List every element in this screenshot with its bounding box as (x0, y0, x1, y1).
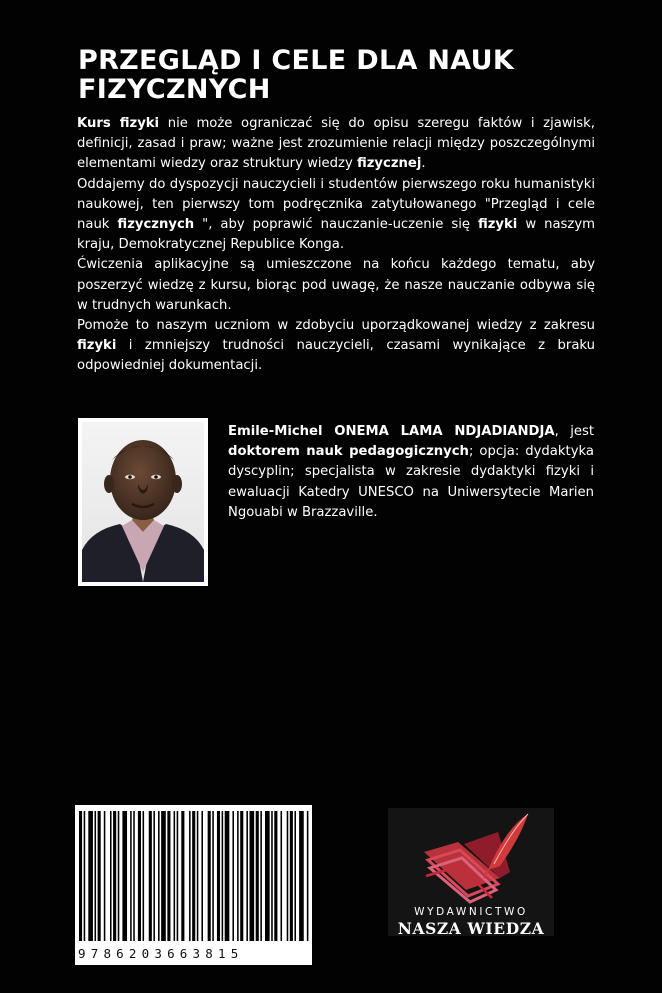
barcode-bar (174, 811, 176, 941)
barcode-bar (110, 811, 112, 941)
barcode-bar (281, 811, 283, 941)
publisher-logo (388, 808, 554, 936)
barcode-bar (95, 811, 97, 941)
author-bio-text: Emile-Michel ONEMA LAMA NDJADIANDJA, jest doktorem nauk pedagogicznych; opcja: dydaktyka dyscyplin; specjalista w zakresie dydaktyki fizyki i ewaluacji Katedry UNESCO na Uniwersytecie Marien Ngouabi w Brazzaville. (228, 424, 595, 520)
barcode-bar (225, 811, 230, 941)
barcode-bar (161, 811, 166, 941)
book-title: PRZEGLĄD I CELE DLA NAUK FIZYCZNYCH (78, 45, 515, 105)
barcode-bar (181, 811, 184, 941)
isbn-barcode (75, 805, 312, 965)
barcode-bar (271, 811, 273, 941)
isbn-number: 9786203663815 (78, 946, 244, 961)
barcode-bar (118, 811, 120, 941)
barcode-bar (287, 811, 289, 941)
barcode-bar (79, 811, 82, 941)
barcode-bar (122, 811, 127, 941)
paragraph: Pomoże to naszym uczniom w zdobyciu uporządkowanej wiedzy z zakresu fizyki i zmniejszy trudności nauczycieli, czasami wynikające z braku odpowiedniej dokumentacji. (77, 318, 595, 374)
barcode-bar (153, 811, 155, 941)
barcode-bar (265, 811, 270, 941)
publisher-label: WYDAWNICTWO (414, 906, 528, 918)
barcode-bar (246, 811, 248, 941)
barcode-bar (237, 811, 239, 941)
barcode-bar (299, 811, 304, 941)
barcode-bar (104, 811, 106, 941)
barcode-bar (274, 811, 277, 941)
barcode-bar (84, 811, 86, 941)
barcode-bar (307, 811, 309, 941)
barcode-bar (189, 811, 191, 941)
barcode-bars (75, 805, 312, 945)
barcode-bar (256, 811, 259, 941)
barcode-bar (197, 811, 199, 941)
barcode-bar (177, 811, 179, 941)
barcode-bar (240, 811, 243, 941)
barcode-bar (138, 811, 141, 941)
barcode-bar (167, 811, 170, 941)
barcode-bar (290, 811, 293, 941)
author-portrait-image (82, 422, 204, 582)
barcode-bar (260, 811, 262, 941)
author-photo (78, 418, 208, 586)
paragraph: Oddajemy do dyspozycji nauczycieli i studentów pierwszego roku humanistyki naukowej, ten pierwszy tom podręcznika zatytułowanego "Przegląd i cele nauk fizycznych ", aby poprawić nauczanie-uczenie się fizyki w naszym kraju, Demokratycznej Republice Konga. (77, 176, 595, 253)
barcode-bar (133, 811, 135, 941)
barcode-bar (149, 811, 152, 941)
paragraph: Kurs fizyki nie może ograniczać się do opisu szeregu faktów i zjawisk, definicji, zasad i praw; ważne jest zrozumienie relacji między poszczególnymi elementami wiedzy oraz struktury wiedzy fizycznej. (77, 116, 595, 172)
description-text (77, 114, 595, 377)
barcode-bar (113, 811, 116, 941)
book-quill-icon (388, 808, 554, 906)
barcode-bar (192, 811, 195, 941)
barcode-bar (232, 811, 234, 941)
barcode-bar (143, 811, 145, 941)
paragraph: Ćwiczenia aplikacyjne są umieszczone na końcu każdego tematu, aby poszerzyć wiedzę z kursu, biorąc pod uwagę, że nasze nauczanie odbywa się w trudnych warunkach. (77, 257, 595, 313)
barcode-bar (250, 811, 255, 941)
barcode-bar (201, 811, 203, 941)
barcode-bar (222, 811, 224, 941)
barcode-bar (130, 811, 132, 941)
barcode-bar (158, 811, 160, 941)
barcode-bar (212, 811, 214, 941)
barcode-bar (88, 811, 93, 941)
publisher-name: NASZA WIEDZA (397, 919, 545, 938)
barcode-bar (294, 811, 296, 941)
author-bio (228, 422, 594, 523)
barcode-bar (217, 811, 220, 941)
barcode-bar (208, 811, 211, 941)
barcode-bar (98, 811, 101, 941)
